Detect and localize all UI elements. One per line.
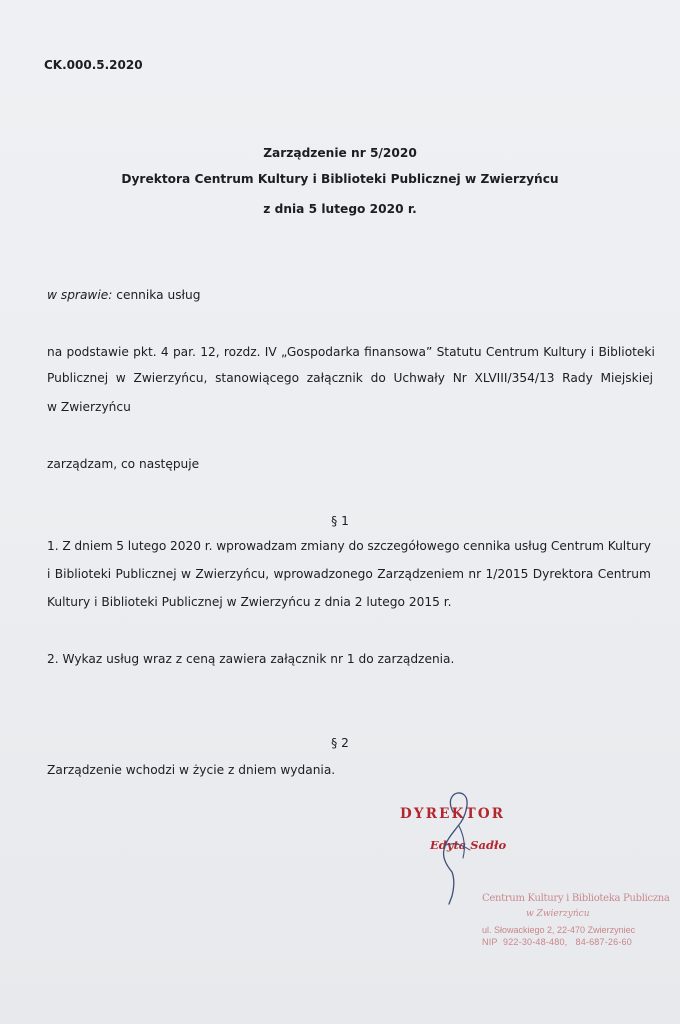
word: załącznik — [306, 371, 363, 385]
word: cennika — [463, 539, 511, 553]
word: stanowiącego — [215, 371, 300, 385]
document-issuer: Dyrektora Centrum Kultury i Biblioteki Publicznej w Zwierzyńcu — [121, 172, 559, 186]
stamp-nip-value: 922-30-48-480, — [503, 937, 568, 947]
word: nr — [468, 567, 482, 581]
legal-basis-line-3: w Zwierzyńcu — [47, 400, 131, 414]
word: i — [47, 567, 51, 581]
word: Dyrektora — [532, 567, 594, 581]
document-date: z dnia 5 lutego 2020 r. — [263, 202, 417, 216]
word: w — [180, 567, 191, 581]
word: „Gospodarka — [280, 345, 360, 359]
word: 12, — [200, 345, 220, 359]
word: IV — [264, 345, 277, 359]
word: dniem — [74, 539, 113, 553]
word: Zwierzyńcu, — [195, 567, 270, 581]
word: i — [590, 345, 595, 359]
section-1-point-1-line-2 — [47, 567, 651, 582]
document-reference: CK.000.5.2020 — [44, 58, 143, 72]
section-1-point-1-line-1 — [47, 539, 651, 554]
legal-basis-line-1 — [47, 345, 655, 360]
stamp-organization: Centrum Kultury i Biblioteka Publiczna — [482, 893, 670, 904]
word: Centrum — [550, 539, 605, 553]
word: Biblioteki — [598, 345, 655, 359]
section-1-point-1-line-3: Kultury i Biblioteki Publicznej w Zwierzyńcu z dnia 2 lutego 2015 r. — [47, 595, 452, 609]
stamp-title: DYREKTOR — [400, 806, 506, 822]
decree-clause: zarządzam, co następuje — [47, 457, 200, 471]
word: Publicznej — [115, 567, 177, 581]
word: wprowadzonego — [273, 567, 373, 581]
word: Kultury — [607, 539, 651, 553]
word: r. — [204, 539, 213, 553]
word: Biblioteki — [54, 567, 112, 581]
stamp-regon-value: 84-687-26-60 — [575, 937, 632, 947]
word: XLVIII/354/13 — [474, 371, 555, 385]
word: Kultury — [543, 345, 587, 359]
word: zmiany — [300, 539, 345, 553]
word: 2020 — [170, 539, 202, 553]
word: finansowa” — [364, 345, 433, 359]
section-2-title: § 2 — [331, 736, 349, 750]
word: 5 — [116, 539, 125, 553]
word: Publicznej — [47, 371, 109, 385]
word: Nr — [452, 371, 467, 385]
word: usług — [514, 539, 548, 553]
word: 4 — [160, 345, 169, 359]
word: rozdz. — [223, 345, 261, 359]
stamp-city: w Zwierzyńcu — [526, 909, 590, 919]
word: do — [348, 539, 364, 553]
word: Statutu — [436, 345, 482, 359]
subject-prefix: w sprawie: — [47, 288, 113, 302]
subject-text: cennika usług — [112, 288, 201, 302]
word: Zarządzeniem — [377, 567, 465, 581]
word: na — [47, 345, 63, 359]
section-1-title: § 1 — [331, 514, 349, 528]
word: szczegółowego — [367, 539, 460, 553]
stamp-nip-label: NIP — [482, 937, 498, 947]
section-1-point-2: 2. Wykaz usług wraz z ceną zawiera załącznik nr 1 do zarządzenia. — [47, 652, 455, 666]
word: Z — [62, 539, 71, 553]
word: do — [370, 371, 386, 385]
word: Rady — [562, 371, 593, 385]
word: Miejskiej — [600, 371, 653, 385]
section-2-text: Zarządzenie wchodzi w życie z dniem wydania. — [47, 763, 336, 777]
word: 1/2015 — [485, 567, 529, 581]
subject-line — [47, 288, 200, 303]
word: pkt. — [133, 345, 157, 359]
word: Zwierzyńcu, — [133, 371, 208, 385]
word: Uchwały — [393, 371, 445, 385]
stamp-address: ul. Słowackiego 2, 22-470 Zwierzyniec — [482, 925, 636, 935]
word: par. — [172, 345, 196, 359]
word: lutego — [127, 539, 167, 553]
stamp-nip-line — [482, 937, 632, 947]
word: Centrum — [485, 345, 539, 359]
word: podstawie — [66, 345, 129, 359]
legal-basis-line-2 — [47, 371, 653, 386]
word: 1. — [47, 539, 59, 553]
word: wprowadzam — [216, 539, 298, 553]
word: w — [115, 371, 126, 385]
stamp-name: Edyta Sadło — [430, 838, 507, 852]
document-title: Zarządzenie nr 5/2020 — [263, 146, 417, 160]
word: Centrum — [597, 567, 651, 581]
